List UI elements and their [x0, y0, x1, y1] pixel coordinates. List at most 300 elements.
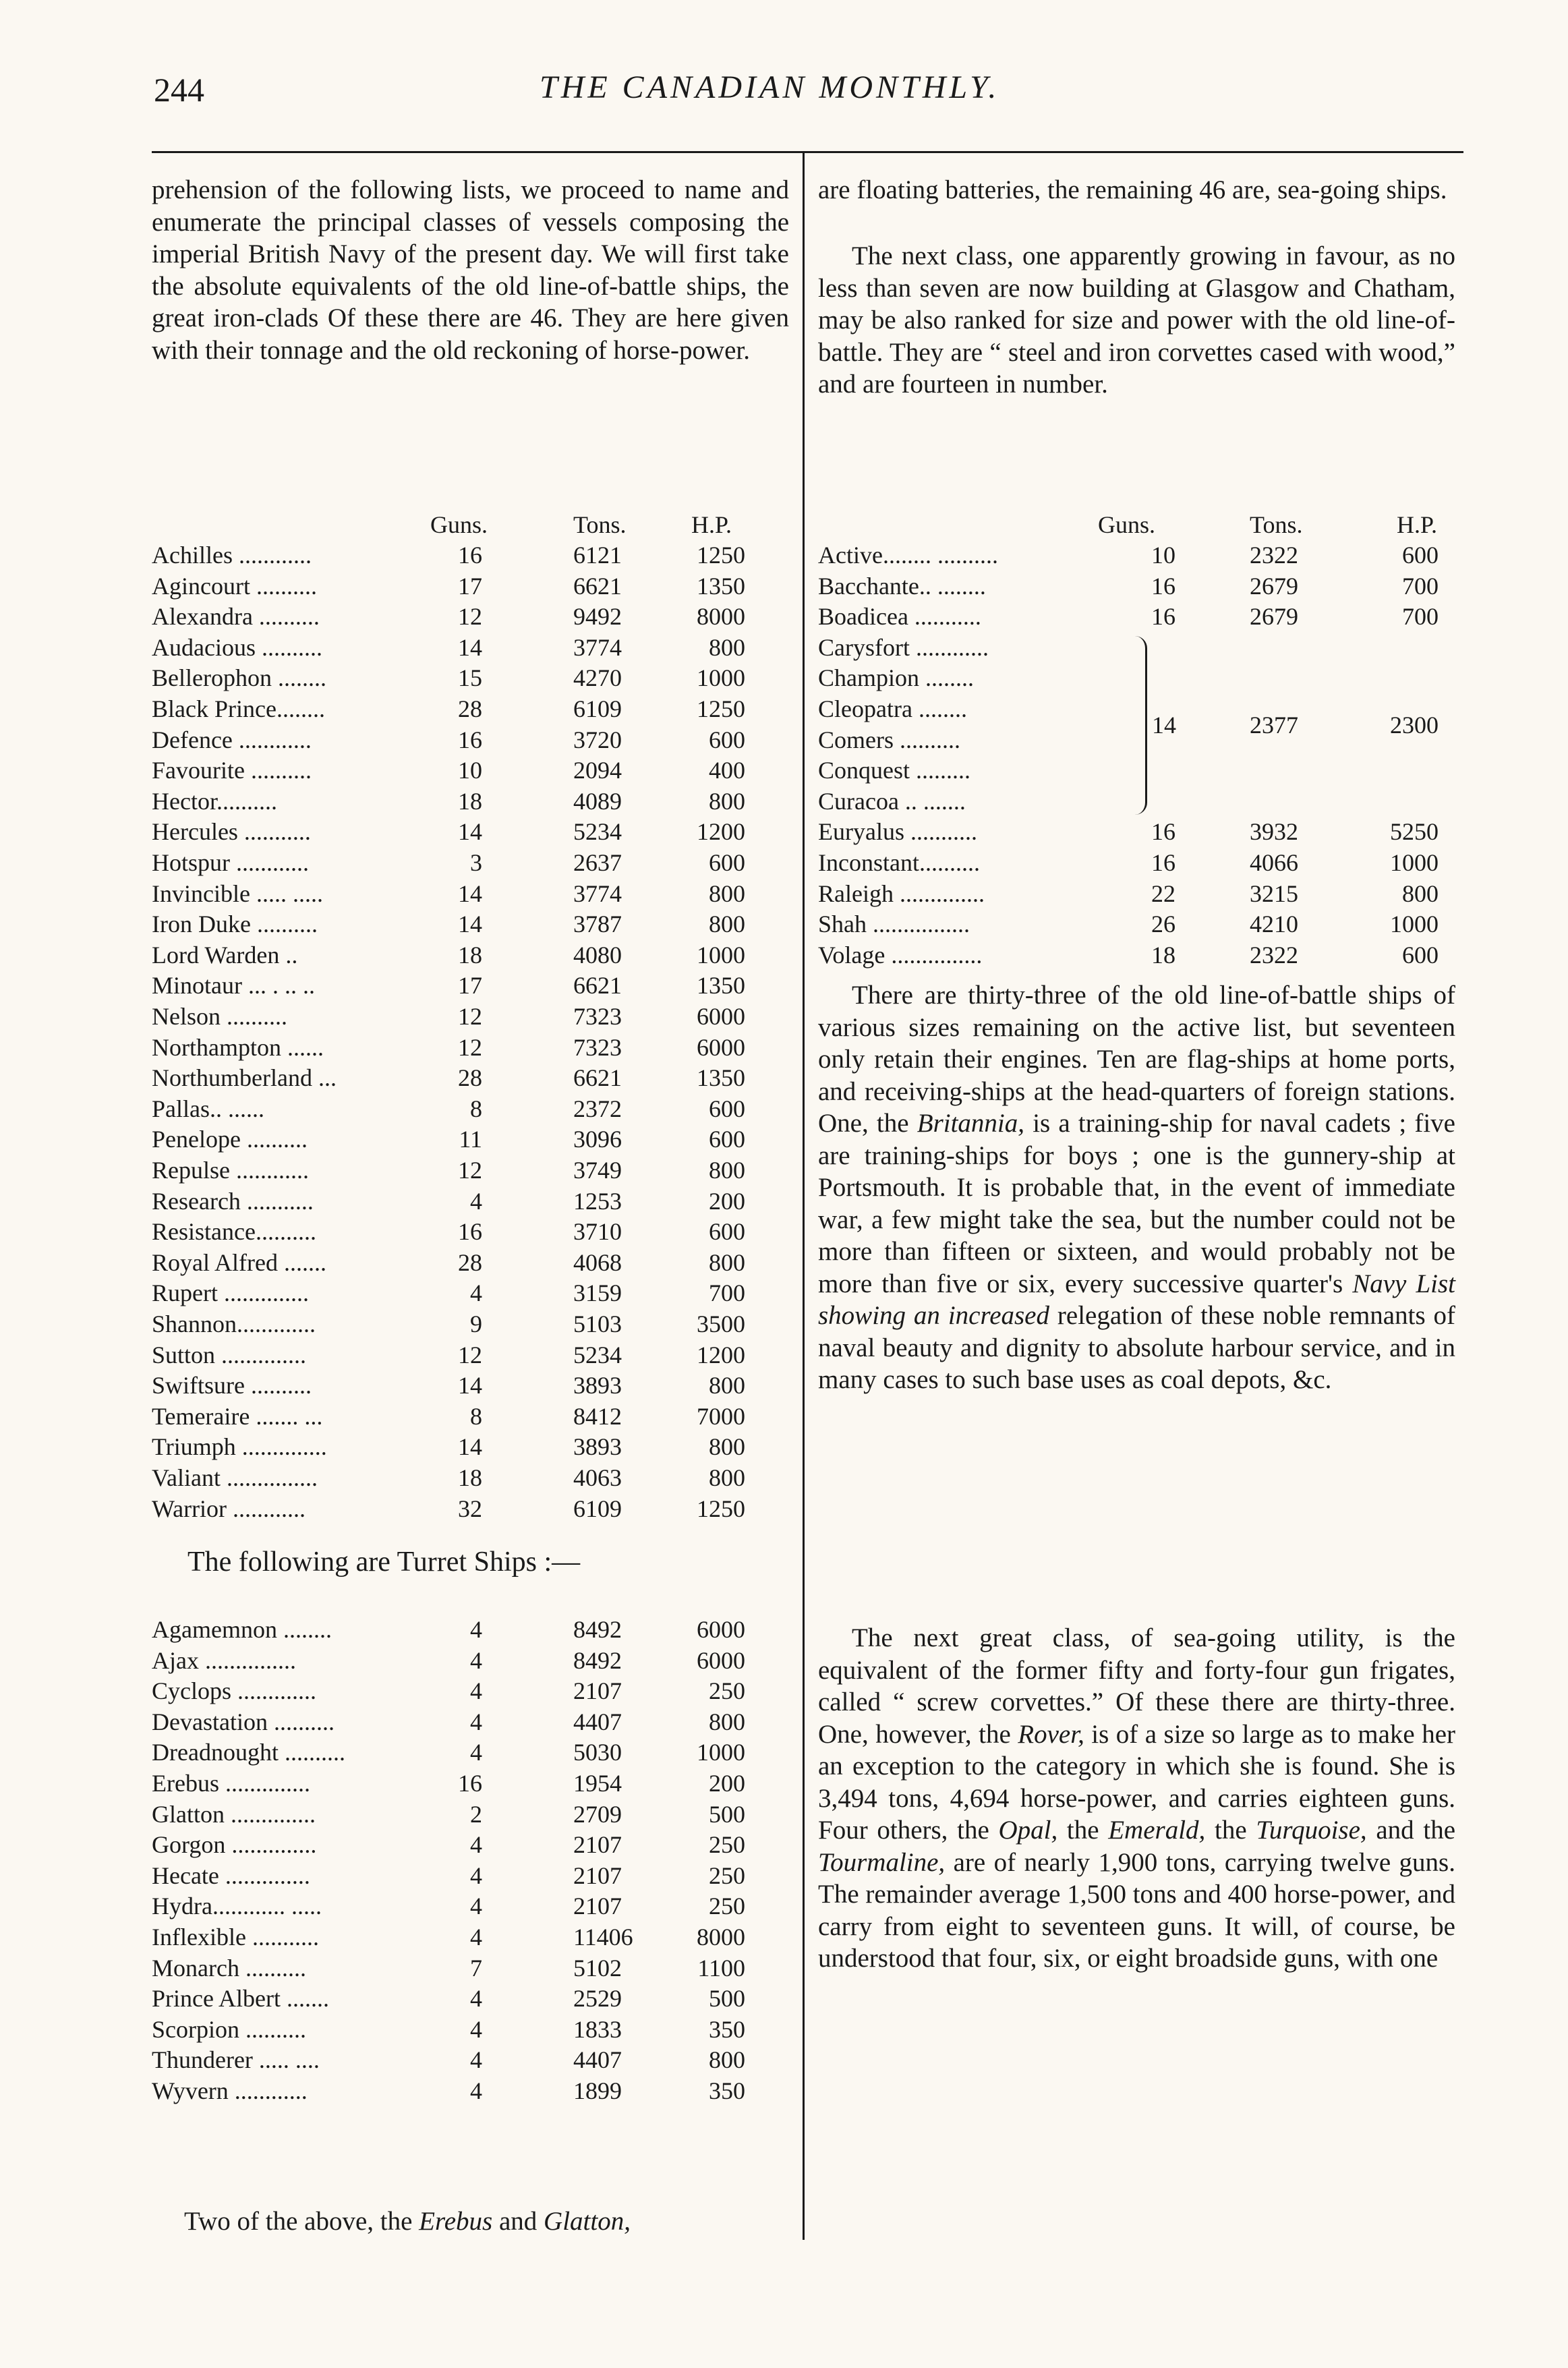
table-row: [152, 1279, 745, 1309]
hp-value: 6000: [697, 1646, 745, 1674]
ship-name: Carysfort ............: [818, 633, 989, 661]
table-row: [152, 572, 745, 602]
tons-value: 4407: [573, 1708, 622, 1735]
guns-value: 8: [470, 1095, 482, 1122]
table-row: [152, 1677, 745, 1707]
ship-turquoise: Turquoise,: [1256, 1816, 1367, 1845]
ship-name: Bellerophon ........: [152, 664, 326, 692]
ship-name: Boadicea ...........: [818, 603, 981, 631]
hp-value: 7000: [697, 1402, 745, 1430]
tons-header: Tons.: [573, 511, 627, 538]
guns-value: 17: [458, 572, 482, 600]
guns-header: Guns.: [430, 511, 488, 538]
tons-value: 5103: [573, 1310, 622, 1337]
table-row: [152, 756, 745, 786]
table-row: [152, 1371, 745, 1402]
guns-value: 2: [470, 1800, 482, 1828]
guns-value: 15: [458, 664, 482, 692]
guns-value: 3: [470, 849, 482, 876]
tons-value: 9492: [573, 603, 622, 631]
hp-value: 1350: [697, 572, 745, 600]
table-row: [818, 848, 1465, 879]
ship-name: Defence ............: [152, 726, 312, 753]
guns-value: 16: [1151, 849, 1175, 876]
hp-value: 1000: [1390, 911, 1439, 938]
guns-value: 4: [470, 1739, 482, 1766]
ship-name: Valiant ...............: [152, 1464, 318, 1491]
guns-value: 18: [458, 941, 482, 969]
table-row: [152, 1800, 745, 1830]
table-row: [152, 1217, 745, 1248]
ship-name: Dreadnought ..........: [152, 1739, 345, 1766]
tons-value: 5102: [573, 1954, 622, 1982]
guns-value: 4: [470, 1924, 482, 1951]
ship-name: Pallas.. ......: [152, 1095, 264, 1122]
table-row: [818, 541, 1465, 571]
tons-value: 3215: [1250, 879, 1298, 907]
right-para-4: [818, 1622, 1455, 1975]
ship-name: Cleopatra ........: [818, 695, 967, 722]
grouping-brace: [1132, 636, 1147, 815]
table-row: [152, 1341, 745, 1371]
ship-name: Hecate ..............: [152, 1861, 310, 1889]
hp-value: 800: [709, 1708, 745, 1735]
guns-value: 18: [1151, 941, 1175, 969]
left-intro-paragraph: prehension of the following lists, we proceed to name and enumerate the principal classes of vessels composing the imperial British Navy of the present day. We will first take the absolute equivalents of the old line-of-battle ships, the great iron-clads Of these there are 46. They are here given with their tonnage and the old reckoning of horse-power.: [152, 175, 789, 365]
ship-name: Comers ..........: [818, 726, 960, 753]
tons-value: 2372: [573, 1095, 622, 1122]
para3-text-c: relegation of these noble remnants of naval beauty and dignity to absolute harbour service, and in many cases to such base uses as coal depots, &c.: [818, 1301, 1455, 1394]
guns-value: 4: [470, 2046, 482, 2074]
hp-value: 250: [709, 1893, 745, 1920]
ship-name: Audacious ..........: [152, 633, 322, 661]
tons-value: 2529: [573, 1985, 622, 2013]
guns-value: 4: [470, 1985, 482, 2013]
tons-value: 3159: [573, 1279, 622, 1307]
tons-value: 4068: [573, 1248, 622, 1276]
table-row: [152, 817, 745, 848]
ship-name: Royal Alfred .......: [152, 1248, 326, 1276]
ship-name: Repulse ............: [152, 1157, 309, 1184]
ship-emerald: Emerald,: [1108, 1816, 1206, 1845]
ship-name: Scorpion ..........: [152, 2015, 306, 2043]
guns-value: 32: [458, 1495, 482, 1522]
ship-name: Warrior ............: [152, 1495, 306, 1522]
guns-value: 4: [470, 1861, 482, 1889]
table-row: [152, 1830, 745, 1861]
guns-value: 28: [458, 1064, 482, 1092]
ship-rover: Rover,: [1018, 1719, 1084, 1749]
tons-value: 3774: [573, 633, 622, 661]
ship-name: Hotspur ............: [152, 849, 309, 876]
tons-value: 6621: [573, 1064, 622, 1092]
tons-value: 8412: [573, 1402, 622, 1430]
hp-value: 350: [709, 2015, 745, 2043]
para4-text-c: the: [1057, 1816, 1109, 1845]
hp-value: 1000: [697, 664, 745, 692]
table-row: [152, 1248, 745, 1279]
tons-header: Tons.: [1250, 511, 1303, 538]
tons-value: 4063: [573, 1464, 622, 1491]
hp-value: 6000: [697, 1033, 745, 1061]
turret-ships-heading: The following are Turret Ships :—: [187, 1547, 581, 1578]
hp-value: 700: [709, 1279, 745, 1307]
para3-text-a: There are thirty-three of the old line-of-battle ships of various sizes remaining on the active list, but seventeen only retain their engines. Ten are flag-ships at home ports, and receiving-ships at the head-quarters of foreign stations. One, the: [818, 981, 1455, 1138]
table-row: [818, 602, 1465, 633]
closing-text-2: and: [492, 2207, 544, 2236]
tons-value: 4066: [1250, 849, 1298, 876]
hp-value: 1200: [697, 1341, 745, 1368]
hp-value: 6000: [697, 1003, 745, 1030]
ship-name: Sutton ..............: [152, 1341, 307, 1368]
tons-value: 2709: [573, 1800, 622, 1828]
hp-value: 600: [709, 849, 745, 876]
hp-value: 1250: [697, 1495, 745, 1522]
hp-value: 800: [709, 1464, 745, 1491]
ship-name: Hercules ...........: [152, 818, 311, 846]
table-row: [152, 1954, 745, 1984]
guns-value: 8: [470, 1402, 482, 1430]
guns-value: 16: [1151, 818, 1175, 846]
tons-value: 5030: [573, 1739, 622, 1766]
guns-value: 14: [458, 911, 482, 938]
ship-name: Achilles ............: [152, 542, 312, 569]
tons-value: 2679: [1250, 603, 1298, 631]
guns-value: 14: [458, 818, 482, 846]
guns-value: 16: [458, 726, 482, 753]
tons-value: 3096: [573, 1126, 622, 1153]
guns-value: 28: [458, 1248, 482, 1276]
ship-name: Volage ...............: [818, 941, 983, 969]
hp-value: 600: [1402, 542, 1439, 569]
hp-value: 1250: [697, 542, 745, 569]
guns-value: 14: [458, 633, 482, 661]
tons-value: 8492: [573, 1646, 622, 1674]
hp-value: 800: [709, 1372, 745, 1399]
ship-name: Nelson ..........: [152, 1003, 287, 1030]
tons-value: 2322: [1250, 542, 1298, 569]
tons-value: 3932: [1250, 818, 1298, 846]
tons-value: 7323: [573, 1003, 622, 1030]
table-row: [152, 1615, 745, 1646]
guns-value: 26: [1151, 911, 1175, 938]
tons-value: 4270: [573, 664, 622, 692]
ship-name: Wyvern ............: [152, 2077, 308, 2104]
hp-value: 700: [1402, 572, 1439, 600]
tons-value: 6621: [573, 572, 622, 600]
guns-value: 17: [458, 972, 482, 1000]
hp-header: H.P.: [691, 511, 732, 538]
guns-value: 4: [470, 2077, 482, 2104]
ship-name: Thunderer ..... ....: [152, 2046, 320, 2074]
tons-value: 2637: [573, 849, 622, 876]
guns-value: 12: [458, 1033, 482, 1061]
table-row: [152, 1156, 745, 1186]
table-row: [152, 1125, 745, 1155]
ship-name: Active........ ..........: [818, 542, 998, 569]
table-row: [152, 633, 745, 664]
turret-ships-table: [152, 1615, 745, 2104]
ironclads-table: [152, 511, 745, 1556]
guns-value: 12: [458, 1157, 482, 1184]
page-number: 244: [154, 71, 204, 109]
table-row: [152, 1433, 745, 1463]
table-row: [152, 664, 745, 694]
table-row: [152, 726, 745, 756]
ship-name: Raleigh ..............: [818, 879, 985, 907]
tons-value: 7323: [573, 1033, 622, 1061]
ship-name: Hector..........: [152, 787, 277, 815]
guns-value: 4: [470, 2015, 482, 2043]
ship-name: Champion ........: [818, 664, 974, 692]
column-divider: [803, 152, 805, 2240]
ship-name: Northampton ......: [152, 1033, 324, 1061]
hp-value: 800: [709, 787, 745, 815]
guns-header: Guns.: [1098, 511, 1156, 538]
tons-value: 3749: [573, 1157, 622, 1184]
table-row: [152, 971, 745, 1002]
ship-name: Swiftsure ..........: [152, 1372, 312, 1399]
guns-value: 16: [458, 542, 482, 569]
table-row: [152, 910, 745, 940]
table-row: [152, 941, 745, 971]
ship-name: Conquest .........: [818, 757, 971, 784]
table-row: [152, 2077, 745, 2107]
table-row: [152, 1187, 745, 1217]
table-row: [152, 1033, 745, 1064]
table-row: [152, 1464, 745, 1494]
ship-name: Cyclops .............: [152, 1677, 317, 1705]
ship-tourmaline: Tourmaline,: [818, 1847, 946, 1877]
tons-value: 3893: [573, 1433, 622, 1461]
ship-name: Inflexible ...........: [152, 1924, 319, 1951]
para3-text-b: is a training-ship for naval cadets ; five are training-ships for boys ; one is the gunnery-ship at Portsmouth. It is probable that, in the event of immediate war, a few might take the sea, but the number could not be more than fifteen or sixteen, and would probably not be more than five or six, every successive quarter's: [818, 1109, 1455, 1298]
hp-value: 800: [709, 879, 745, 907]
grouped-rows: [818, 633, 1465, 818]
guns-value: 12: [458, 603, 482, 631]
ship-name: Curacoa .. .......: [818, 787, 966, 815]
hp-value: 8000: [697, 603, 745, 631]
hp-value: 600: [1402, 941, 1439, 969]
hp-value: 6000: [697, 1616, 745, 1643]
table-row: [152, 1095, 745, 1125]
hp-value: 350: [709, 2077, 745, 2104]
guns-value: 10: [1151, 542, 1175, 569]
hp-value: 1350: [697, 972, 745, 1000]
tons-value: 4080: [573, 941, 622, 969]
ship-name: Agamemnon ........: [152, 1616, 332, 1643]
ship-name: Research ...........: [152, 1187, 314, 1215]
guns-value: 18: [458, 1464, 482, 1491]
hp-value: 1000: [697, 941, 745, 969]
hp-value: 800: [709, 1157, 745, 1184]
table-row: [152, 1984, 745, 2015]
hp-value: 1200: [697, 818, 745, 846]
table-row: [152, 1402, 745, 1433]
ship-name: Iron Duke ..........: [152, 911, 318, 938]
tons-value: 3710: [573, 1218, 622, 1246]
guns-value: 16: [458, 1770, 482, 1797]
guns-value: 4: [470, 1187, 482, 1215]
tons-value: 6109: [573, 1495, 622, 1522]
guns-value: 4: [470, 1831, 482, 1859]
table-row: [152, 1738, 745, 1768]
guns-value: 16: [1151, 572, 1175, 600]
table-row: [152, 787, 745, 817]
hp-value: 800: [709, 2046, 745, 2074]
ship-name: Inconstant..........: [818, 849, 980, 876]
ship-name: Bacchante.. ........: [818, 572, 986, 600]
guns-value: 9: [470, 1310, 482, 1337]
guns-value: 12: [458, 1003, 482, 1030]
table-row: [152, 1892, 745, 1922]
guns-value: 10: [458, 757, 482, 784]
table-row: [152, 1861, 745, 1892]
table-row: [152, 1646, 745, 1677]
hp-value: 1000: [1390, 849, 1439, 876]
hp-value: 8000: [697, 1924, 745, 1951]
hp-value: 1100: [697, 1954, 745, 1982]
hp-value: 800: [709, 633, 745, 661]
guns-value: 18: [458, 787, 482, 815]
navy-list-phrase: Navy List showing an increased: [818, 1269, 1455, 1330]
right-para-3: [818, 979, 1455, 1396]
ship-name: Devastation ..........: [152, 1708, 335, 1735]
closing-text-1: Two of the above, the: [184, 2207, 419, 2236]
guns-value: 4: [470, 1279, 482, 1307]
table-row: [152, 879, 745, 910]
hp-value: 1350: [697, 1064, 745, 1092]
hp-value: 5250: [1390, 818, 1439, 846]
tons-value: 1899: [573, 2077, 622, 2104]
ship-name: Euryalus ...........: [818, 818, 977, 846]
right-para-1: are floating batteries, the remaining 46 are, sea-going ships.: [818, 175, 1447, 204]
tons-value: 2377: [1250, 711, 1298, 739]
hp-value: 500: [709, 1800, 745, 1828]
ship-name: Rupert ..............: [152, 1279, 309, 1307]
table-row: [152, 541, 745, 571]
guns-value: 7: [470, 1954, 482, 1982]
ship-name: Minotaur ... . .. ..: [152, 972, 315, 1000]
ship-name: Shah ................: [818, 911, 970, 938]
running-title: THE CANADIAN MONTHLY.: [540, 69, 1000, 105]
tons-value: 2107: [573, 1893, 622, 1920]
table-row: [818, 572, 1465, 602]
para4-text-b: is of a size so large as to make her an exception to the category in which she is found. She is 3,494 tons, 4,694 horse-power, and carries eighteen guns. Four others, the: [818, 1719, 1455, 1845]
tons-value: 1833: [573, 2015, 622, 2043]
table-row: [152, 1923, 745, 1953]
para4-text-f: are of nearly 1,900 tons, carrying twelve guns. The remainder average 1,500 tons and 400 horse-power, and carry from eight to seventeen guns. It will, of course, be understood that four, six, or eight broadside guns, with one: [818, 1847, 1455, 1973]
table-row: [152, 2015, 745, 2046]
tons-value: 2107: [573, 1677, 622, 1705]
hp-value: 800: [709, 1248, 745, 1276]
tons-value: 2094: [573, 757, 622, 784]
tons-value: 6109: [573, 695, 622, 722]
ship-name: Black Prince........: [152, 695, 325, 722]
hp-value: 3500: [697, 1310, 745, 1337]
guns-value: 14: [458, 1372, 482, 1399]
tons-value: 4407: [573, 2046, 622, 2074]
hp-value: 500: [709, 1985, 745, 2013]
table-row: [818, 910, 1465, 940]
table-row: [152, 2046, 745, 2076]
ship-name: Hydra............ .....: [152, 1893, 322, 1920]
tons-value: 4210: [1250, 911, 1298, 938]
table-row: [818, 879, 1465, 910]
table-row: [152, 1064, 745, 1094]
table-row: [152, 1495, 745, 1525]
hp-value: 600: [709, 1218, 745, 1246]
hp-value: 800: [709, 1433, 745, 1461]
guns-value: 4: [470, 1646, 482, 1674]
tons-value: 5234: [573, 818, 622, 846]
ship-name: Agincourt ..........: [152, 572, 317, 600]
tons-value: 8492: [573, 1616, 622, 1643]
table-row: [152, 602, 745, 633]
ship-opal: Opal,: [998, 1816, 1058, 1845]
header-rule: [152, 151, 1463, 153]
ship-name: Alexandra ..........: [152, 603, 320, 631]
guns-value: 4: [470, 1677, 482, 1705]
guns-value: 16: [458, 1218, 482, 1246]
table-row: [152, 1769, 745, 1799]
hp-value: 250: [709, 1831, 745, 1859]
ship-name: Ajax ...............: [152, 1646, 296, 1674]
ship-name: Monarch ..........: [152, 1954, 306, 1982]
corvettes-table: [818, 511, 1465, 969]
ship-name: Glatton ..............: [152, 1800, 316, 1828]
hp-value: 2300: [1390, 711, 1439, 739]
ship-name: Gorgon ..............: [152, 1831, 317, 1859]
ship-name: Prince Albert .......: [152, 1985, 329, 2013]
tons-value: 5234: [573, 1341, 622, 1368]
table-row: [152, 848, 745, 879]
hp-value: 700: [1402, 603, 1439, 631]
ship-name: Penelope ..........: [152, 1126, 308, 1153]
hp-value: 600: [709, 726, 745, 753]
guns-value: 22: [1151, 879, 1175, 907]
tons-value: 11406: [573, 1924, 633, 1951]
guns-value: 14: [458, 879, 482, 907]
guns-value: 4: [470, 1616, 482, 1643]
ship-name: Erebus ..............: [152, 1770, 310, 1797]
ship-name: Triumph ..............: [152, 1433, 327, 1461]
table-row: [152, 695, 745, 725]
ship-name: Shannon.............: [152, 1310, 316, 1337]
table-row: [818, 941, 1465, 971]
tons-value: 1253: [573, 1187, 622, 1215]
tons-value: 3893: [573, 1372, 622, 1399]
table-row: [152, 1310, 745, 1340]
ship-name: Temeraire ....... ...: [152, 1402, 323, 1430]
para4-text-d: the: [1205, 1816, 1256, 1845]
hp-value: 200: [709, 1770, 745, 1797]
tons-value: 6121: [573, 542, 622, 569]
para4-text-a: The next great class, of sea-going utility, is the equivalent of the former fifty and forty-four gun frigates, called “ screw corvettes.” Of these there are thirty-three. One, however, the: [818, 1623, 1455, 1749]
guns-value: 12: [458, 1341, 482, 1368]
para4-text-e: and the: [1366, 1816, 1455, 1845]
ship-britannia: Britannia,: [917, 1109, 1025, 1138]
hp-value: 800: [709, 911, 745, 938]
hp-value: 250: [709, 1677, 745, 1705]
guns-value: 14: [458, 1433, 482, 1461]
hp-value: 200: [709, 1187, 745, 1215]
ship-name: Invincible ..... .....: [152, 879, 323, 907]
hp-value: 1000: [697, 1739, 745, 1766]
hp-value: 250: [709, 1861, 745, 1889]
hp-value: 400: [709, 757, 745, 784]
table-row: [152, 1708, 745, 1738]
